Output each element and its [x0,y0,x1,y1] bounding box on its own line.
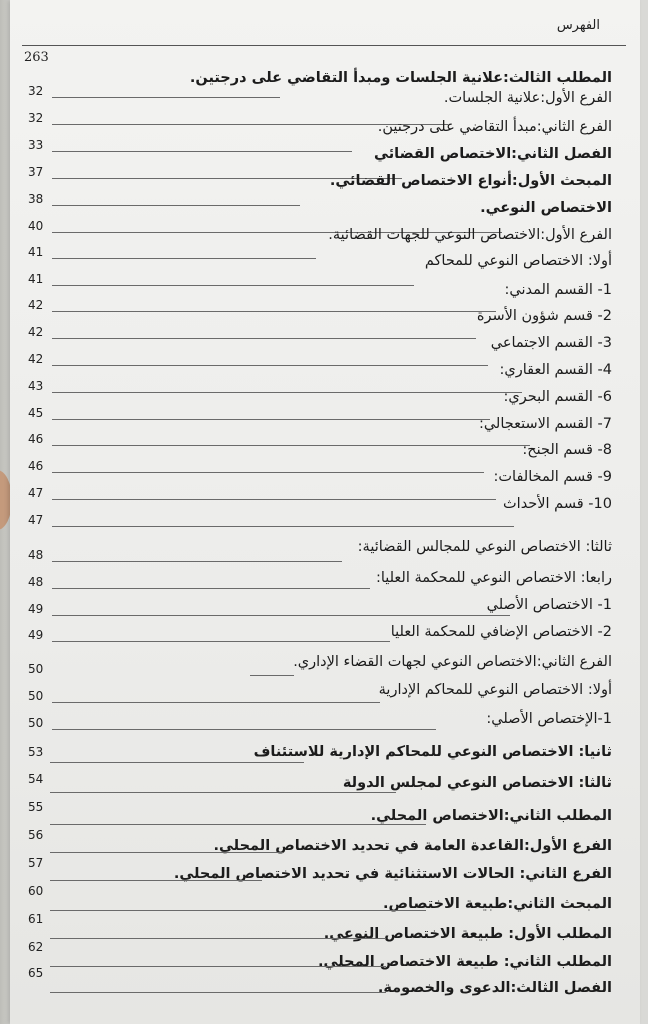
toc-entry-title: 4- القسم العقاري: [499,362,612,378]
toc-entry [10,352,640,378]
toc-entry-title: 9- قسم المخالفات: [493,469,612,485]
toc-entry-page: 46 [28,459,44,473]
toc-leader [52,615,510,616]
toc-entry-page: 61 [28,912,44,926]
toc-entry-title: 2- الاختصاص الإضافي للمحكمة العليا [390,624,612,640]
toc-entry-title: الفرع الأول:الاختصاص النوعي للجهات القضائية. [328,227,612,243]
toc-leader [52,472,484,473]
toc-entry-title: 6- القسم البحري: [503,389,612,405]
toc-entry-title: 1- القسم المدني: [504,282,612,298]
book-page [10,0,640,1024]
toc-leader [52,641,390,642]
toc-leader [52,445,530,446]
toc-entry [10,298,640,324]
toc-leader [52,419,490,420]
toc-entry [10,192,640,218]
toc-entry-title: 2- قسم شؤون الأسرة [476,308,612,324]
toc-entry-title: ثانيا: الاختصاص النوعي للمحاكم الإدارية للاستئناف [253,744,612,760]
toc-leader [52,729,436,730]
toc-entry-page: 50 [28,662,44,676]
toc-entry-page: 32 [28,84,44,98]
toc-entry-page: 42 [28,325,44,339]
toc-entry [10,165,640,191]
toc-entry-page: 45 [28,406,44,420]
toc-leader [52,561,342,562]
toc-entry-page: 46 [28,432,44,446]
toc-entry-title: المطلب الأول: طبيعة الاختصاص النوعي. [323,926,612,942]
toc-entry-page: 49 [28,628,44,642]
toc-leader [52,526,514,527]
toc-entry-page: 40 [28,219,44,233]
toc-entry-title: أولا: الاختصاص النوعي للمحاكم الإدارية [378,682,612,698]
toc-entry-page: 48 [28,548,44,562]
toc-entry-title: المبحث الثاني:طبيعة الاختصاص. [383,896,612,912]
toc-entry-title: 7- القسم الاستعجالي: [478,416,612,432]
toc-entry-title: الفصل الثالث:الدعوى والخصومة. [377,980,612,996]
table-of-contents [10,0,640,1024]
toc-entry [10,219,640,245]
toc-entry-title: أولا: الاختصاص النوعي للمحاكم [424,253,612,269]
toc-entry-title: رابعا: الاختصاص النوعي للمحكمة العليا: [375,570,612,586]
toc-entry [10,548,640,586]
toc-entry-page: 32 [28,111,44,125]
toc-leader [50,938,386,939]
toc-entry-page: 42 [28,352,44,366]
toc-entry [10,325,640,351]
toc-entry-page: 57 [28,856,44,870]
toc-entry-page: 37 [28,165,44,179]
toc-entry-title: الاختصاص النوعي. [480,200,612,216]
toc-entry-title: الفرع الأول:علانية الجلسات. [443,90,612,106]
toc-leader [50,910,426,911]
toc-leader [52,499,496,500]
toc-entry [10,662,640,698]
toc-leader [50,762,304,763]
toc-entry [10,966,640,992]
toc-entry-title: 1- الاختصاص الأصلي [486,597,612,613]
toc-leader [52,365,488,366]
toc-entry-page: 42 [28,298,44,312]
toc-entry-title: ثالثا: الاختصاص النوعي لمجلس الدولة [342,775,612,791]
toc-entry-title: ثالثا: الاختصاص النوعي للمجالس القضائية: [357,539,612,555]
toc-entry [10,602,640,640]
toc-entry [10,432,640,458]
toc-entry-page: 55 [28,800,44,814]
toc-entry-page: 49 [28,602,44,616]
toc-entry-page: 65 [28,966,44,980]
toc-entry-title: المطلب الثالث:علانية الجلسات ومبدأ التقاضي على درجتين. [189,70,612,86]
toc-entry [10,379,640,405]
toc-leader [52,588,370,589]
toc-leader [52,702,380,703]
toc-entry-title: الفرع الأول:القاعدة العامة في تحديد الاختصاص المحلي. [213,838,612,854]
toc-leader [52,392,522,393]
toc-leader [250,675,294,676]
toc-entry [10,111,640,137]
toc-entry [10,689,640,727]
toc-entry [10,84,640,110]
toc-leader [52,338,476,339]
toc-entry [10,459,640,485]
toc-entry-page: 56 [28,828,44,842]
toc-entry-page: 43 [28,379,44,393]
toc-entry-title: 1-الإختصاص الأصلي: [486,711,612,727]
toc-entry-page: 41 [28,245,44,259]
toc-entry-title: الفرع الثاني:الاختصاص النوعي لجهات القضاء الإداري. [293,654,612,670]
toc-entry-title: المطلب الثاني: طبيعة الاختصاص المحلي. [318,954,612,970]
toc-entry-page: 47 [28,513,44,527]
toc-entry-page: 50 [28,716,44,730]
toc-entry-page: 41 [28,272,44,286]
toc-entry-title: الفصل الثاني:الاختصاص القضائي [374,146,612,162]
page-header-title: الفهرس [556,18,600,33]
toc-entry-title: الفرع الثاني:مبدأ التقاضي على درجتين. [377,119,612,135]
toc-leader [50,880,262,881]
toc-entry-page: 60 [28,884,44,898]
toc-leader [52,285,414,286]
toc-leader [50,852,284,853]
toc-entry-title: 10- قسم الأحداث [503,496,612,512]
toc-entry-title: 8- قسم الجنح: [522,442,612,458]
toc-entry-title: المطلب الثاني:الاختصاص المحلي. [370,808,612,824]
toc-leader [52,97,280,98]
toc-entry [10,406,640,432]
toc-entry [10,272,640,298]
toc-entry-title: الفرع الثاني: الحالات الاستثنائية في تحديد الاختصاص المحلي. [173,866,612,882]
toc-entry [10,486,640,512]
toc-entry-page: 54 [28,772,44,786]
toc-leader [50,992,386,993]
toc-leader [50,824,426,825]
page-number-top: 263 [24,50,49,65]
toc-entry-page: 62 [28,940,44,954]
toc-leader [50,792,396,793]
toc-entry-title: 3- القسم الاجتماعي [490,335,612,351]
toc-entry-page: 38 [28,192,44,206]
toc-leader [52,311,496,312]
toc-entry [10,245,640,271]
toc-entry-page: 47 [28,486,44,500]
toc-entry-page: 33 [28,138,44,152]
toc-entry-title: المبحث الأول:أنواع الاختصاص القضائي. [329,173,612,189]
toc-leader [52,151,352,152]
toc-entry-page: 53 [28,745,44,759]
toc-entry [10,138,640,164]
toc-leader [52,258,316,259]
toc-entry-page: 50 [28,689,44,703]
toc-leader [52,205,300,206]
toc-entry-page: 48 [28,575,44,589]
